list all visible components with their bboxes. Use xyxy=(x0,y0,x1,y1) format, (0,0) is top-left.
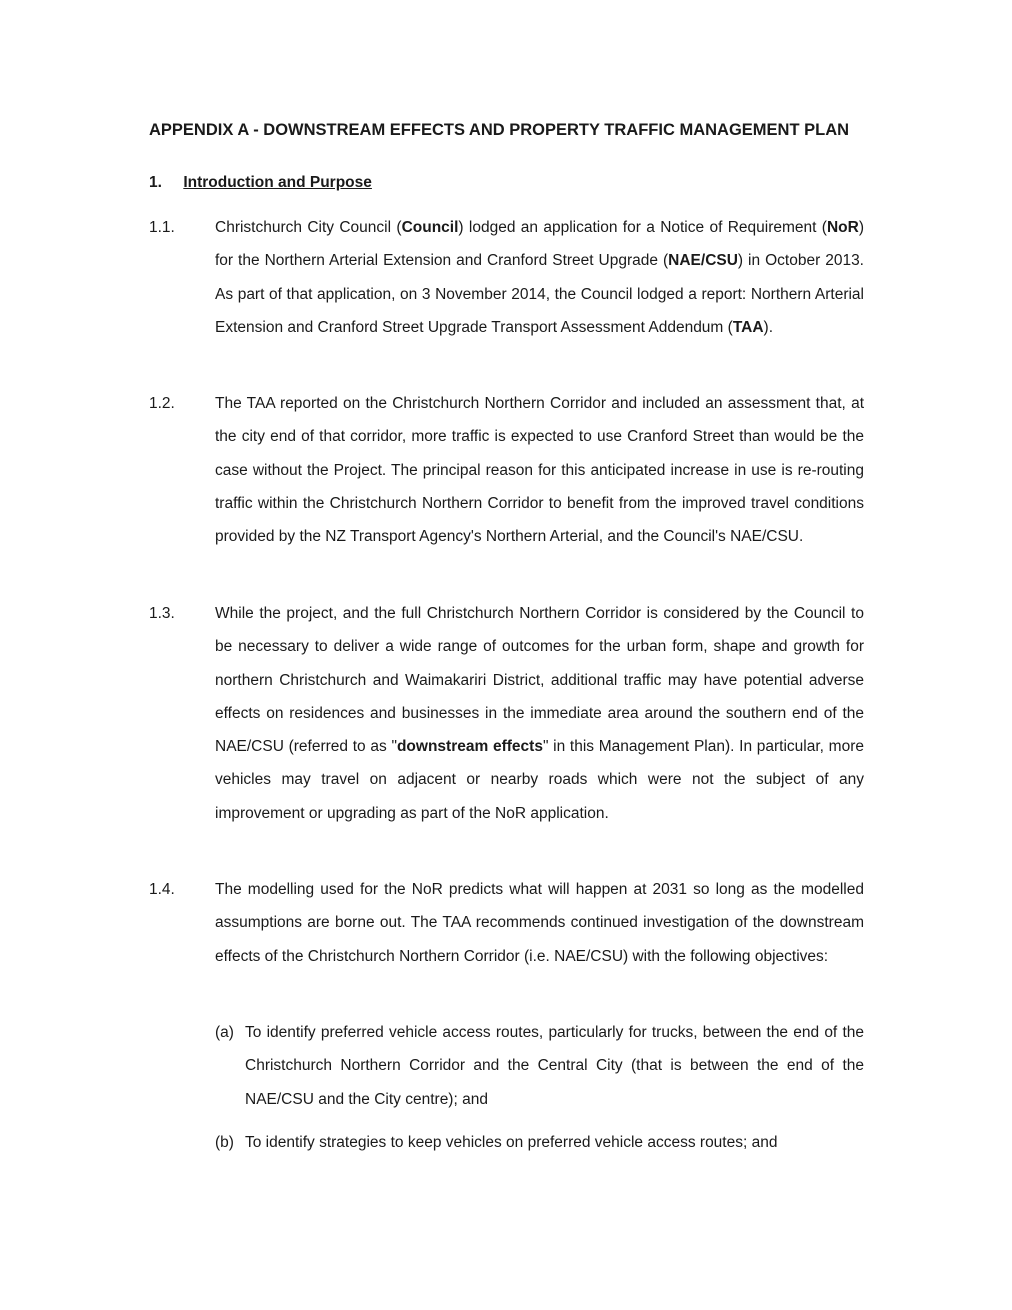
paragraph-body: The modelling used for the NoR predicts what will happen at 2031 so long as the modelled assumptions are borne out. The TAA recommends continued investigation of the downstream effects of the Christchurch Northern Corridor (i.e. NAE/CSU) with the following objectives: xyxy=(215,881,864,965)
sub-item-label: (b) xyxy=(215,1134,234,1151)
defined-term-nor: NoR xyxy=(826,219,859,236)
document-title: APPENDIX A - DOWNSTREAM EFFECTS AND PROPERTY TRAFFIC MANAGEMENT PLAN xyxy=(149,121,850,139)
defined-term-council: Council xyxy=(401,219,459,236)
defined-term-downstream-effects: downstream effects xyxy=(396,738,543,756)
section-number: 1. xyxy=(149,174,162,191)
sub-item-body: To identify strategies to keep vehicles on preferred vehicle access routes; and xyxy=(245,1134,778,1151)
paragraph-1-4 xyxy=(149,873,864,973)
paragraph-1-3 xyxy=(149,597,864,830)
paragraph-number: 1.4. xyxy=(149,881,175,898)
paragraph-1-1 xyxy=(149,211,864,344)
section-heading xyxy=(149,174,372,192)
sub-item-a xyxy=(215,1016,864,1116)
paragraph-number: 1.1. xyxy=(149,219,175,236)
section-title: Introduction and Purpose xyxy=(183,174,372,191)
sub-item-body: To identify preferred vehicle access routes, particularly for trucks, between the end of the Christchurch Northern Corridor and the Central City (that is between the end of the NAE/CSU and the City centre); and xyxy=(245,1024,864,1108)
paragraph-body: Christchurch City Council (Council) lodged an application for a Notice of Requirement (NoR) for the Northern Arterial Extension and Cranford Street Upgrade (NAE/CSU) in October 2013. As part of that application, on 3 November 2014, the Council lodged a report: Northern Arterial Extension and Cranford Street Upgrade Transport Assessment Addendum (TAA). xyxy=(215,219,864,336)
paragraph-1-2 xyxy=(149,387,864,553)
paragraph-body: The TAA reported on the Christchurch Northern Corridor and included an assessment that, at the city end of that corridor, more traffic is expected to use Cranford Street than would be the case without the Project. The principal reason for this anticipated increase in use is re-routing traffic within the Christchurch Northern Corridor to benefit from the improved travel conditions provided by the NZ Transport Agency's Northern Arterial, and the Council's NAE/CSU. xyxy=(215,395,864,546)
paragraph-body: While the project, and the full Christchurch Northern Corridor is considered by the Council to be necessary to deliver a wide range of outcomes for the urban form, shape and growth for northern Christchurch and Waimakariri District, additional traffic may have potential adverse effects on residences and businesses in the immediate area around the southern end of the NAE/CSU (referred to as "downstream effects" in this Management Plan). In particular, more vehicles may travel on adjacent or nearby roads which were not the subject of any improvement or upgrading as part of the NoR application. xyxy=(215,605,864,822)
sub-item-b xyxy=(215,1126,864,1159)
defined-term-nae-csu: NAE/CSU xyxy=(668,252,738,270)
paragraph-number: 1.2. xyxy=(149,395,175,412)
defined-term-taa: TAA xyxy=(732,318,764,336)
sub-item-label: (a) xyxy=(215,1024,234,1041)
paragraph-number: 1.3. xyxy=(149,605,175,622)
